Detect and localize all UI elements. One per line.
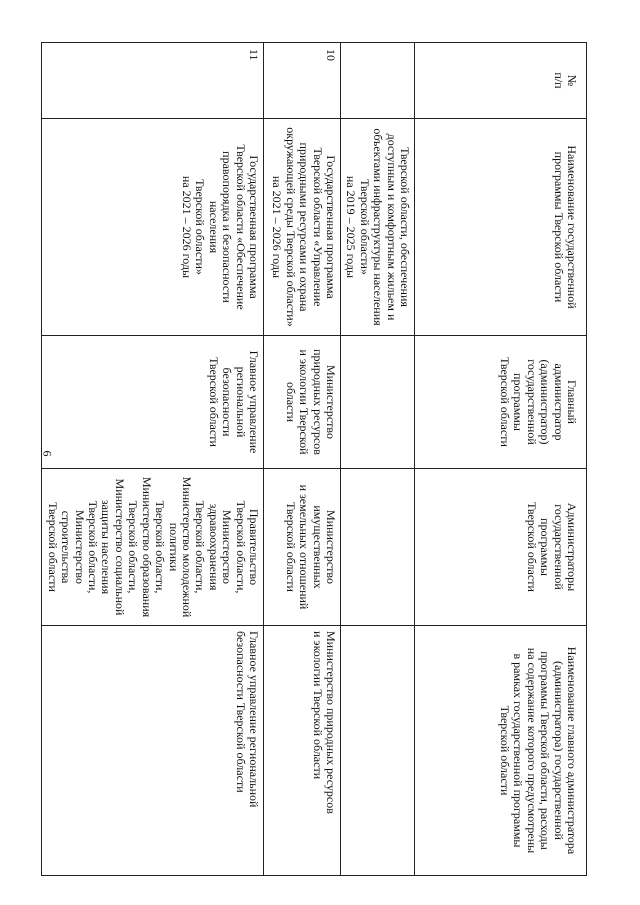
table-row	[42, 43, 264, 876]
programs-table	[41, 42, 587, 876]
cell-expenses-admin: Министерство природных ресурсов и экологии Тверской области	[263, 626, 340, 876]
cell-num: 10	[263, 43, 340, 119]
header-program: Наименование государственной программы Тверской области	[415, 119, 587, 336]
cell-admins: Министерство имущественных и земельных отношений Тверской области	[263, 469, 340, 626]
rotated-table-container	[45, 42, 587, 875]
cell-program: Государственная программа Тверской области «Обеспечение правопорядка и безопасности населения Тверской области» на 2021 – 2026 годы	[42, 119, 264, 336]
header-chief-admin: Главный администратор (администратор) государственной программы Тверской области	[415, 336, 587, 469]
cell-chief-admin	[340, 336, 414, 469]
table-row	[340, 43, 414, 876]
cell-program: Государственная программа Тверской области «Управление природными ресурсами и охрана окружающей среды Тверской области» на 2021 – 2026 годы	[263, 119, 340, 336]
header-admins: Администраторы государственной программы Тверской области	[415, 469, 587, 626]
table-header-row	[415, 43, 587, 876]
header-expenses-admin: Наименование главного администратора (администратора) государственной программы Тверской области, расходы на содержание которого предусмотрены в рамках государственной программы Тверской области	[415, 626, 587, 876]
cell-expenses-admin	[340, 626, 414, 876]
cell-num: 11	[42, 43, 264, 119]
cell-chief-admin: Министерство природных ресурсов и экологии Тверской области	[263, 336, 340, 469]
cell-program: Тверской области, обеспечения доступным и комфортным жильем и объектами инфраструктуры населения Тверской области» на 2019 – 2025 годы	[340, 119, 414, 336]
table-row	[263, 43, 340, 876]
cell-admins	[340, 469, 414, 626]
cell-expenses-admin: Главное управление региональной безопасности Тверской области	[42, 626, 264, 876]
header-num: № п/п	[415, 43, 587, 119]
cell-num	[340, 43, 414, 119]
cell-admins: Правительство Тверской области, Министерство здравоохранения Тверской области, Министерство молодежной политики Тверской области, Министерство образования Тверской области, Министерство социальной защиты населения Тверской области, Министерство строительства Тверской области	[42, 469, 264, 626]
cell-chief-admin: Главное управление региональной безопасности Тверской области	[42, 336, 264, 469]
page-number: 6	[40, 450, 55, 457]
